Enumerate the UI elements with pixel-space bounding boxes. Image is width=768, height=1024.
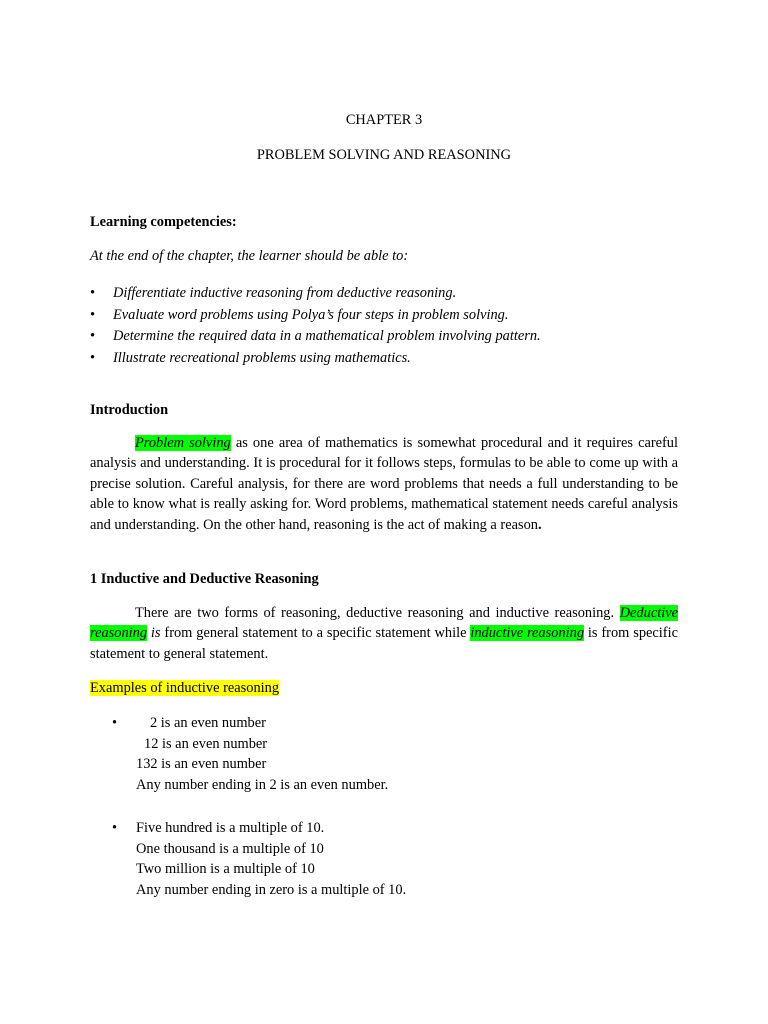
- competencies-list: [90, 283, 541, 369]
- list-item: [112, 713, 512, 734]
- example-line: 2 is an even number: [150, 715, 266, 731]
- bullet-icon: •: [90, 349, 96, 366]
- list-item: [90, 326, 541, 348]
- bullet-icon: •: [90, 306, 96, 323]
- example-line: One thousand is a multiple of 10: [136, 840, 324, 857]
- list-item: [90, 305, 541, 327]
- example-line: 12 is an even number: [144, 735, 268, 752]
- list-item: [112, 775, 512, 796]
- example-line: 132 is an even number: [136, 756, 267, 772]
- bullet-icon: •: [90, 285, 96, 301]
- example-list-2: [112, 818, 512, 900]
- list-item: [112, 859, 512, 880]
- competencies-intro: At the end of the chapter, the learner should be able to:: [90, 248, 409, 264]
- chapter-title: PROBLEM SOLVING AND REASONING: [256, 147, 512, 163]
- list-item: [112, 880, 512, 901]
- chapter-label: CHAPTER 3: [345, 112, 423, 128]
- examples-heading-text: Examples of inductive reasoning: [90, 680, 280, 696]
- introduction-heading: Introduction: [90, 402, 169, 418]
- competency-text: Evaluate word problems using Polya’s four steps in problem solving.: [113, 306, 509, 323]
- competencies-heading: Learning competencies:: [90, 214, 237, 230]
- example-list-1: [112, 713, 512, 795]
- reasoning-paragraph: [90, 603, 678, 664]
- bullet-icon: •: [90, 328, 96, 345]
- highlight-deductive-reasoning: Deductive reasoning: [90, 605, 678, 642]
- reasoning-text-a: There are two forms of reasoning, deductive reasoning and inductive reasoning.: [135, 605, 620, 621]
- competency-text: Differentiate inductive reasoning from deductive reasoning.: [113, 285, 457, 301]
- bullet-icon: •: [112, 820, 118, 836]
- example-line: Five hundred is a multiple of 10.: [136, 820, 325, 836]
- competency-text: Determine the required data in a mathematical problem involving pattern.: [113, 328, 541, 345]
- example-line: Any number ending in 2 is an even number.: [136, 776, 389, 793]
- highlight-problem-solving: Problem solving: [135, 435, 231, 451]
- introduction-end-mark: .: [537, 516, 542, 533]
- introduction-body: as one area of mathematics is somewhat procedural and it requires careful analysis and understanding. It is procedural for it follows steps, formulas to be able to come up with a precise solution. Careful analysis, for there are word problems that needs a full understanding to be able to know what is really asking for. Word problems, mathematical statement needs careful analysis and understanding. On the other hand, reasoning is the act of making a reason: [90, 435, 679, 533]
- list-item: [90, 283, 541, 305]
- list-item: [90, 348, 541, 370]
- reasoning-word-is: is: [147, 625, 161, 642]
- reasoning-text-b: from general statement to a specific statement while: [160, 625, 471, 642]
- list-item: [112, 734, 512, 755]
- example-line: Any number ending in zero is a multiple of 10.: [136, 881, 407, 898]
- list-item: [112, 839, 512, 860]
- bullet-icon: •: [112, 715, 118, 731]
- competency-text: Illustrate recreational problems using mathematics.: [113, 349, 411, 366]
- section-heading-inductive-deductive: 1 Inductive and Deductive Reasoning: [90, 571, 319, 587]
- list-item: [112, 818, 512, 839]
- reasoning-text-c: is from specific statement to general statement.: [90, 625, 678, 662]
- highlight-inductive-reasoning: inductive reasoning: [470, 625, 585, 642]
- examples-heading: [90, 681, 279, 695]
- example-line: Two million is a multiple of 10: [136, 861, 315, 877]
- introduction-paragraph: [90, 433, 678, 535]
- list-item: [112, 754, 512, 775]
